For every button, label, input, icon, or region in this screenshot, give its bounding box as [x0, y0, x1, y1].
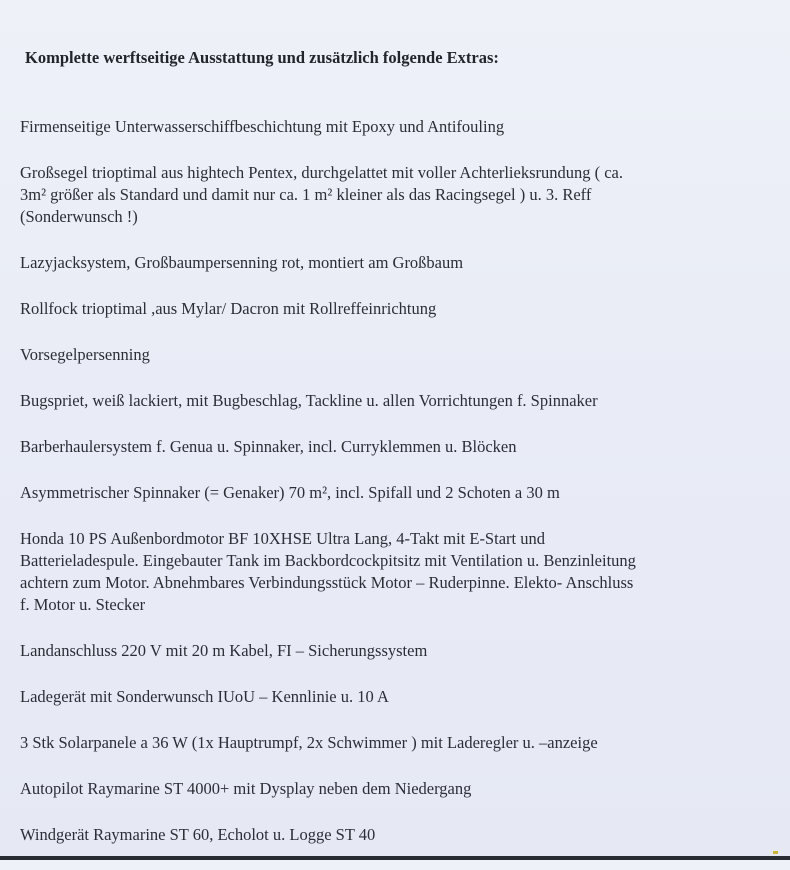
list-item [20, 686, 780, 708]
list-item [20, 344, 780, 366]
list-item [20, 640, 780, 662]
list-item-line: 3m² größer als Standard und damit nur ca. 1 m² kleiner als das Racingsegel ) u. 3. Reff [20, 185, 592, 204]
equipment-list [20, 116, 780, 870]
list-item [20, 436, 780, 458]
list-item-line: (Sonderwunsch !) [20, 207, 138, 226]
list-item-line: Batterieladespule. Eingebauter Tank im Backbordcockpitsitz mit Ventilation u. Benzinleitung [20, 551, 636, 570]
list-item-line: Vorsegelpersenning [20, 345, 150, 364]
list-item-line: Autopilot Raymarine ST 4000+ mit Dysplay neben dem Niedergang [20, 779, 472, 798]
list-item-line: Bugspriet, weiß lackiert, mit Bugbeschlag, Tackline u. allen Vorrichtungen f. Spinnaker [20, 391, 598, 410]
list-item [20, 298, 780, 320]
list-item-line: Firmenseitige Unterwasserschiffbeschichtung mit Epoxy und Antifouling [20, 117, 505, 136]
list-item-line: Honda 10 PS Außenbordmotor BF 10XHSE Ultra Lang, 4-Takt mit E-Start und [20, 529, 545, 548]
list-item-line: Ladegerät mit Sonderwunsch IUoU – Kennlinie u. 10 A [20, 687, 389, 706]
list-item [20, 732, 780, 754]
corner-mark [773, 851, 778, 854]
list-item-line: 3 Stk Solarpanele a 36 W (1x Hauptrumpf, 2x Schwimmer ) mit Laderegler u. –anzeige [20, 733, 598, 752]
list-item [20, 162, 780, 228]
list-item [20, 390, 780, 412]
list-item [20, 824, 780, 846]
list-item-line: Großsegel trioptimal aus hightech Pentex, durchgelattet mit voller Achterlieksrundung ( ca. [20, 163, 623, 182]
list-item-line: Barberhaulersystem f. Genua u. Spinnaker, incl. Curryklemmen u. Blöcken [20, 437, 517, 456]
list-item [20, 252, 780, 274]
list-item [20, 482, 780, 504]
list-item-line: Asymmetrischer Spinnaker (= Genaker) 70 m², incl. Spifall und 2 Schoten a 30 m [20, 483, 560, 502]
list-item-line: Landanschluss 220 V mit 20 m Kabel, FI – Sicherungssystem [20, 641, 428, 660]
list-item [20, 116, 780, 138]
list-item-line: Windgerät Raymarine ST 60, Echolot u. Logge ST 40 [20, 825, 376, 844]
list-item-line: Lazyjacksystem, Großbaumpersenning rot, montiert am Großbaum [20, 253, 464, 272]
list-item-line: achtern zum Motor. Abnehmbares Verbindungsstück Motor – Ruderpinne. Elekto- Anschluss [20, 573, 634, 592]
list-item-line: Rollfock trioptimal ,aus Mylar/ Dacron mit Rollreffeinrichtung [20, 299, 437, 318]
list-item-line: f. Motor u. Stecker [20, 595, 146, 614]
page-title: Komplette werftseitige Ausstattung und zusätzlich folgende Extras: [25, 48, 499, 67]
list-item [20, 778, 780, 800]
page-bottom-edge [0, 856, 790, 860]
list-item [20, 528, 780, 616]
